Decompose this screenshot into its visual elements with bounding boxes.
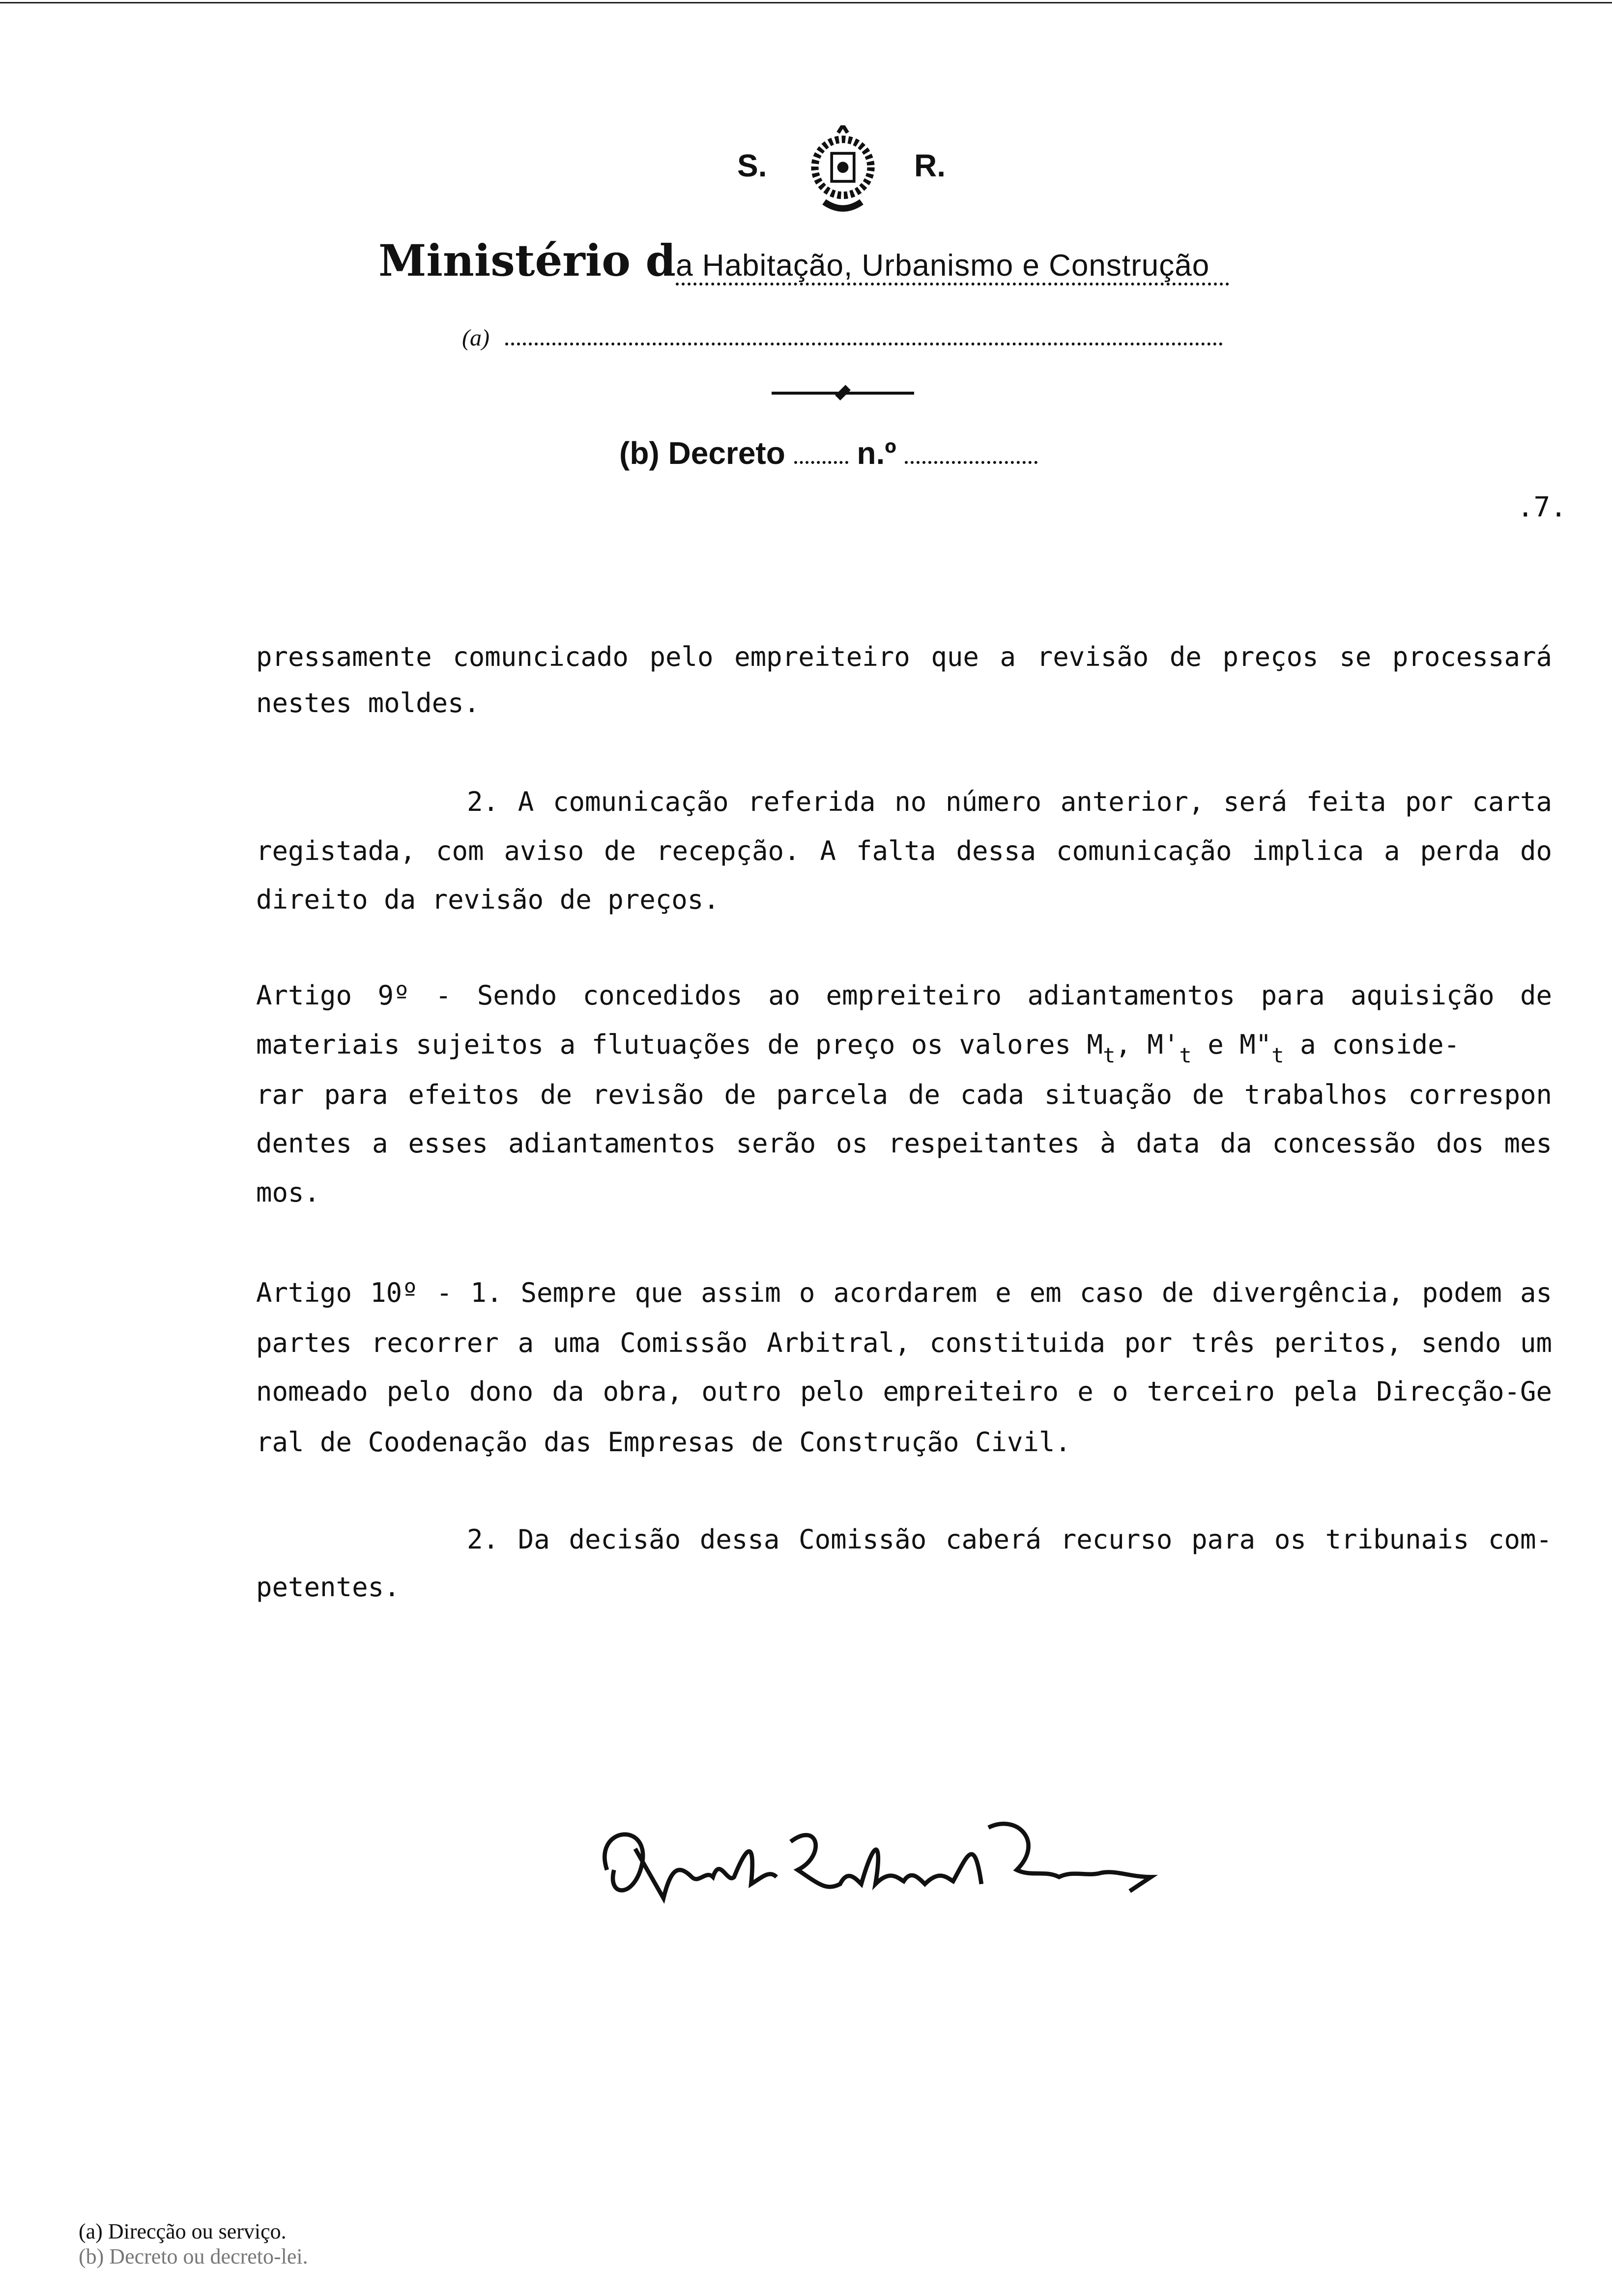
subscript: t [1271, 1043, 1284, 1067]
decree-number-label: n.º [857, 435, 896, 471]
decree-label: (b) Decreto [619, 435, 785, 471]
body-line: 2. A comunicação referida no número anterior, será feita por carta [467, 786, 1552, 817]
text: a conside- [1284, 1029, 1460, 1060]
body-line: nomeado pelo dono da obra, outro pelo empreiteiro e o terceiro pela Direcção-Ge [256, 1376, 1552, 1407]
body-line [256, 1028, 1552, 1067]
decree-type-blank [794, 461, 848, 464]
handwritten-signature [580, 1813, 1199, 1926]
body-line: dentes a esses adiantamentos serão os respeitantes à data da concessão dos mes [256, 1128, 1552, 1159]
text: , M' [1115, 1029, 1180, 1060]
coat-of-arms-seal-icon [796, 125, 890, 219]
header-initial-r: R. [914, 148, 946, 183]
body-line: partes recorrer a uma Comissão Arbitral, constituida por três peritos, sendo um [256, 1327, 1552, 1358]
field-a-blank [505, 343, 1223, 345]
ministry-name: a Habitação, Urbanismo e Construção [676, 249, 1229, 286]
field-a [462, 324, 1223, 351]
body-line: petentes. [256, 1572, 400, 1603]
body-line: nestes moldes. [256, 688, 480, 718]
ministry-prefix: Ministério d [378, 235, 676, 286]
body-line: direito da revisão de preços. [256, 884, 720, 915]
body-line: pressamente comuncicado pelo empreiteiro que a revisão de preços se processará [256, 641, 1552, 672]
body-line: rar para efeitos de revisão de parcela de cada situação de trabalhos correspon [256, 1079, 1552, 1110]
field-a-label: (a) [462, 325, 489, 351]
body-line: Artigo 9º - Sendo concedidos ao empreiteiro adiantamentos para aquisição de [256, 980, 1552, 1011]
decree-line [619, 435, 1037, 471]
text: e M" [1191, 1029, 1272, 1060]
body-line: Artigo 10º - 1. Sempre que assim o acordarem e em caso de divergência, podem as [256, 1277, 1552, 1308]
body-line: 2. Da decisão dessa Comissão caberá recurso para os tribunais com- [467, 1524, 1552, 1555]
page-top-edge [0, 2, 1612, 3]
body-line: mos. [256, 1177, 320, 1208]
body-line: registada, com aviso de recepção. A falta dessa comunicação implica a perda do [256, 835, 1552, 866]
footnote-b: (b) Decreto ou decreto-lei. [79, 2244, 308, 2268]
body-line: ral de Coodenação das Empresas de Construção Civil. [256, 1427, 1071, 1458]
subscript: t [1103, 1043, 1116, 1067]
footnote-a: (a) Direcção ou serviço. [79, 2219, 287, 2243]
subscript: t [1179, 1043, 1192, 1067]
ministry-title [378, 235, 1229, 286]
page-number: .7. [1517, 491, 1567, 523]
header-initial-s: S. [737, 148, 767, 183]
decree-number-blank [905, 461, 1037, 464]
text: materiais sujeitos a flutuações de preço os valores M [256, 1029, 1103, 1060]
